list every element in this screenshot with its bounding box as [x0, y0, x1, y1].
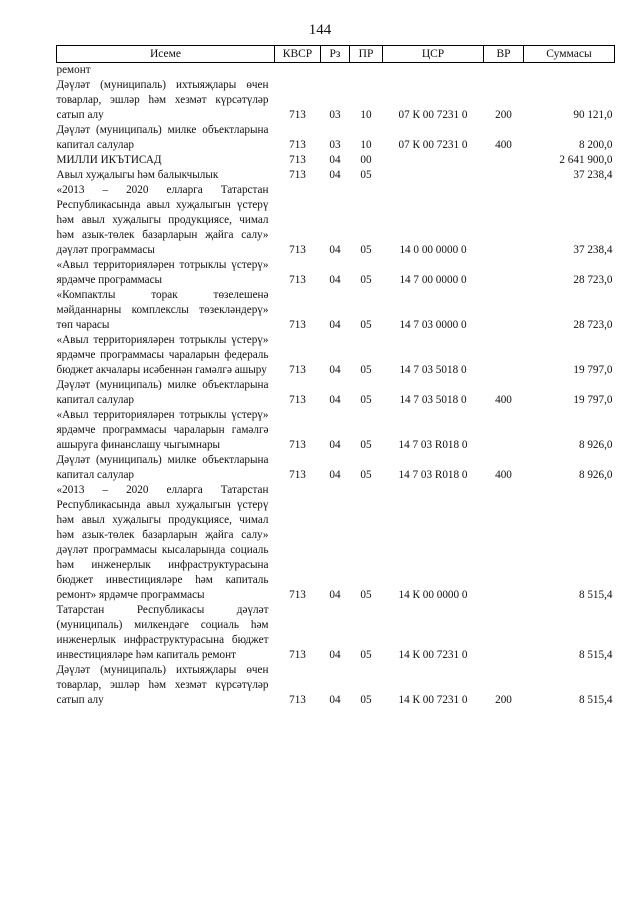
cell-vr [484, 153, 524, 168]
cell-kvsr: 713 [289, 109, 306, 121]
cell-csr: 14 7 03 0000 0 [399, 319, 467, 331]
header-csr: ЦСР [383, 46, 484, 63]
cell-sum: 8 515,4 [578, 589, 613, 601]
cell-vr [484, 168, 524, 183]
cell-vr: 400 [495, 139, 512, 151]
cell-csr [383, 63, 484, 79]
cell-name: Дәүләт (муниципаль) ихтыяҗлары өчен товарлар, эшләр һәм хезмәт күрсәтүләр сатып алу [56, 79, 269, 121]
cell-rz [321, 63, 350, 79]
table-row [57, 333, 615, 378]
cell-kvsr: 713 [289, 589, 306, 601]
header-sum: Суммасы [524, 46, 615, 63]
cell-sum: 8 926,0 [578, 439, 613, 451]
cell-csr [383, 153, 484, 168]
cell-csr: 14 7 03 5018 0 [399, 394, 467, 406]
cell-kvsr [275, 63, 321, 79]
cell-kvsr: 713 [289, 364, 306, 376]
cell-name: Дәүләт (муниципаль) милке объектларына капитал салулар [56, 379, 269, 406]
cell-rz: 04 [329, 319, 341, 331]
budget-table [56, 45, 615, 708]
cell-csr: 14 К 00 7231 0 [398, 694, 468, 706]
cell-sum [524, 63, 615, 79]
cell-rz: 04 [329, 694, 341, 706]
table-row [57, 453, 615, 483]
cell-sum: 8 200,0 [578, 139, 613, 151]
cell-pr: 05 [360, 274, 372, 286]
header-kvsr: КВСР [275, 46, 321, 63]
cell-sum: 37 238,4 [573, 244, 613, 256]
header-rz: Рз [321, 46, 350, 63]
cell-pr: 05 [360, 169, 372, 181]
cell-name: Дәүләт (муниципаль) милке объектларына капитал салулар [56, 454, 269, 481]
cell-sum: 28 723,0 [573, 319, 613, 331]
cell-vr: 200 [495, 694, 512, 706]
cell-pr: 05 [360, 649, 372, 661]
cell-name: «2013 – 2020 елларга Татарстан Республикасында авыл хуҗалыгын үстерү һәм авыл хуҗалыгы продукциясе, чимал һәм азык-төлек базарларын җайга салу» дәүләт программасы [56, 184, 269, 256]
table-row [57, 258, 615, 288]
cell-vr [484, 483, 524, 603]
cell-vr: 400 [495, 394, 512, 406]
cell-vr [484, 603, 524, 663]
table-row [57, 183, 615, 258]
cell-sum: 2 641 900,0 [559, 154, 613, 166]
cell-sum: 8 926,0 [578, 469, 613, 481]
cell-name: «Авыл территорияләрен тотрыклы үстерү» ярдәмче программасы чараларын гамәлгә ашыруга финанслашу чыгымнары [56, 409, 269, 451]
cell-vr [484, 63, 524, 79]
cell-sum: 8 515,4 [578, 649, 613, 661]
table-row [57, 378, 615, 408]
cell-csr: 14 К 00 7231 0 [398, 649, 468, 661]
cell-vr [484, 408, 524, 453]
cell-pr: 05 [360, 244, 372, 256]
cell-rz: 04 [329, 154, 341, 166]
cell-kvsr: 713 [289, 694, 306, 706]
cell-rz: 04 [329, 469, 341, 481]
cell-sum: 19 797,0 [573, 394, 613, 406]
cell-name: «Авыл территорияләрен тотрыклы үстерү» ярдәмче программасы [56, 259, 269, 286]
cell-name: Авыл хуҗалыгы һәм балыкчылык [56, 169, 219, 181]
table-row [57, 288, 615, 333]
page-number: 144 [308, 22, 332, 38]
cell-pr: 05 [360, 439, 372, 451]
cell-csr: 14 К 00 0000 0 [398, 589, 468, 601]
cell-vr [484, 258, 524, 288]
cell-name: «Авыл территорияләрен тотрыклы үстерү» ярдәмче программасы чараларын федераль бюджет акчалары исәбеннән гамәлгә ашыру [56, 334, 269, 376]
table-row [57, 153, 615, 168]
cell-kvsr: 713 [289, 244, 306, 256]
cell-sum: 90 121,0 [573, 109, 613, 121]
cell-rz: 04 [329, 649, 341, 661]
table-row [57, 78, 615, 123]
cell-sum: 19 797,0 [573, 364, 613, 376]
cell-name: ремонт [56, 64, 91, 76]
header-vr: ВР [484, 46, 524, 63]
cell-pr: 00 [360, 154, 372, 166]
cell-pr: 05 [360, 364, 372, 376]
cell-kvsr: 713 [289, 154, 306, 166]
cell-rz: 04 [329, 439, 341, 451]
cell-vr [484, 183, 524, 258]
cell-kvsr: 713 [289, 274, 306, 286]
table-row [57, 483, 615, 603]
cell-kvsr: 713 [289, 649, 306, 661]
cell-kvsr: 713 [289, 319, 306, 331]
table-row [57, 123, 615, 153]
cell-rz: 04 [329, 274, 341, 286]
cell-rz: 04 [329, 169, 341, 181]
cell-name: «2013 – 2020 елларга Татарстан Республикасында авыл хуҗалыгын үстерү һәм авыл хуҗалыгы продукциясе, чимал һәм азык-төлек базарларын җайга салу» дәүләт программасы кысаларында социаль һәм инженерлык инфраструктурасына бюджет инвестицияләре һәм капиталь ремонт» ярдәмче программасы [56, 484, 269, 601]
cell-rz: 03 [329, 139, 341, 151]
cell-sum: 37 238,4 [573, 169, 613, 181]
cell-vr: 400 [495, 469, 512, 481]
table-row [57, 663, 615, 708]
cell-name: «Компактлы торак төзелешенә мәйданнарны комплекслы төзекләндерү» төп чарасы [56, 289, 269, 331]
table-body [57, 63, 615, 709]
table-row [57, 168, 615, 183]
cell-vr: 200 [495, 109, 512, 121]
cell-kvsr: 713 [289, 139, 306, 151]
cell-sum: 8 515,4 [578, 694, 613, 706]
cell-pr: 05 [360, 589, 372, 601]
header-pr: ПР [350, 46, 383, 63]
cell-csr: 07 К 00 7231 0 [398, 139, 468, 151]
cell-pr [350, 63, 383, 79]
header-name: Исеме [57, 46, 275, 63]
cell-kvsr: 713 [289, 394, 306, 406]
table-row [57, 408, 615, 453]
cell-vr [484, 333, 524, 378]
cell-pr: 10 [360, 139, 372, 151]
cell-kvsr: 713 [289, 169, 306, 181]
cell-name: Татарстан Республикасы дәүләт (муниципаль) милкендәге социаль һәм инженерлык инфраструктурасына бюджет инвестицияләре һәм капиталь ремонт [56, 604, 269, 661]
cell-csr: 14 7 03 5018 0 [399, 364, 467, 376]
cell-pr: 05 [360, 319, 372, 331]
cell-name: Дәүләт (муниципаль) ихтыяҗлары өчен товарлар, эшләр һәм хезмәт күрсәтүләр сатып алу [56, 664, 269, 706]
cell-name: МИЛЛИ ИКЪТИСАД [56, 154, 162, 166]
cell-rz: 04 [329, 589, 341, 601]
cell-pr: 05 [360, 394, 372, 406]
table-header [57, 46, 615, 63]
cell-csr: 14 7 03 R018 0 [398, 469, 468, 481]
cell-rz: 03 [329, 109, 341, 121]
cell-csr: 07 К 00 7231 0 [398, 109, 468, 121]
cell-vr [484, 288, 524, 333]
cell-rz: 04 [329, 244, 341, 256]
cell-rz: 04 [329, 364, 341, 376]
cell-name: Дәүләт (муниципаль) милке объектларына капитал салулар [56, 124, 269, 151]
cell-kvsr: 713 [289, 439, 306, 451]
cell-sum: 28 723,0 [573, 274, 613, 286]
cell-csr: 14 7 03 R018 0 [398, 439, 468, 451]
cell-csr [383, 168, 484, 183]
cell-kvsr: 713 [289, 469, 306, 481]
cell-rz: 04 [329, 394, 341, 406]
cell-csr: 14 0 00 0000 0 [399, 244, 467, 256]
cell-pr: 05 [360, 694, 372, 706]
table-row [57, 63, 615, 79]
table-row [57, 603, 615, 663]
cell-csr: 14 7 00 0000 0 [399, 274, 467, 286]
cell-pr: 10 [360, 109, 372, 121]
cell-pr: 05 [360, 469, 372, 481]
